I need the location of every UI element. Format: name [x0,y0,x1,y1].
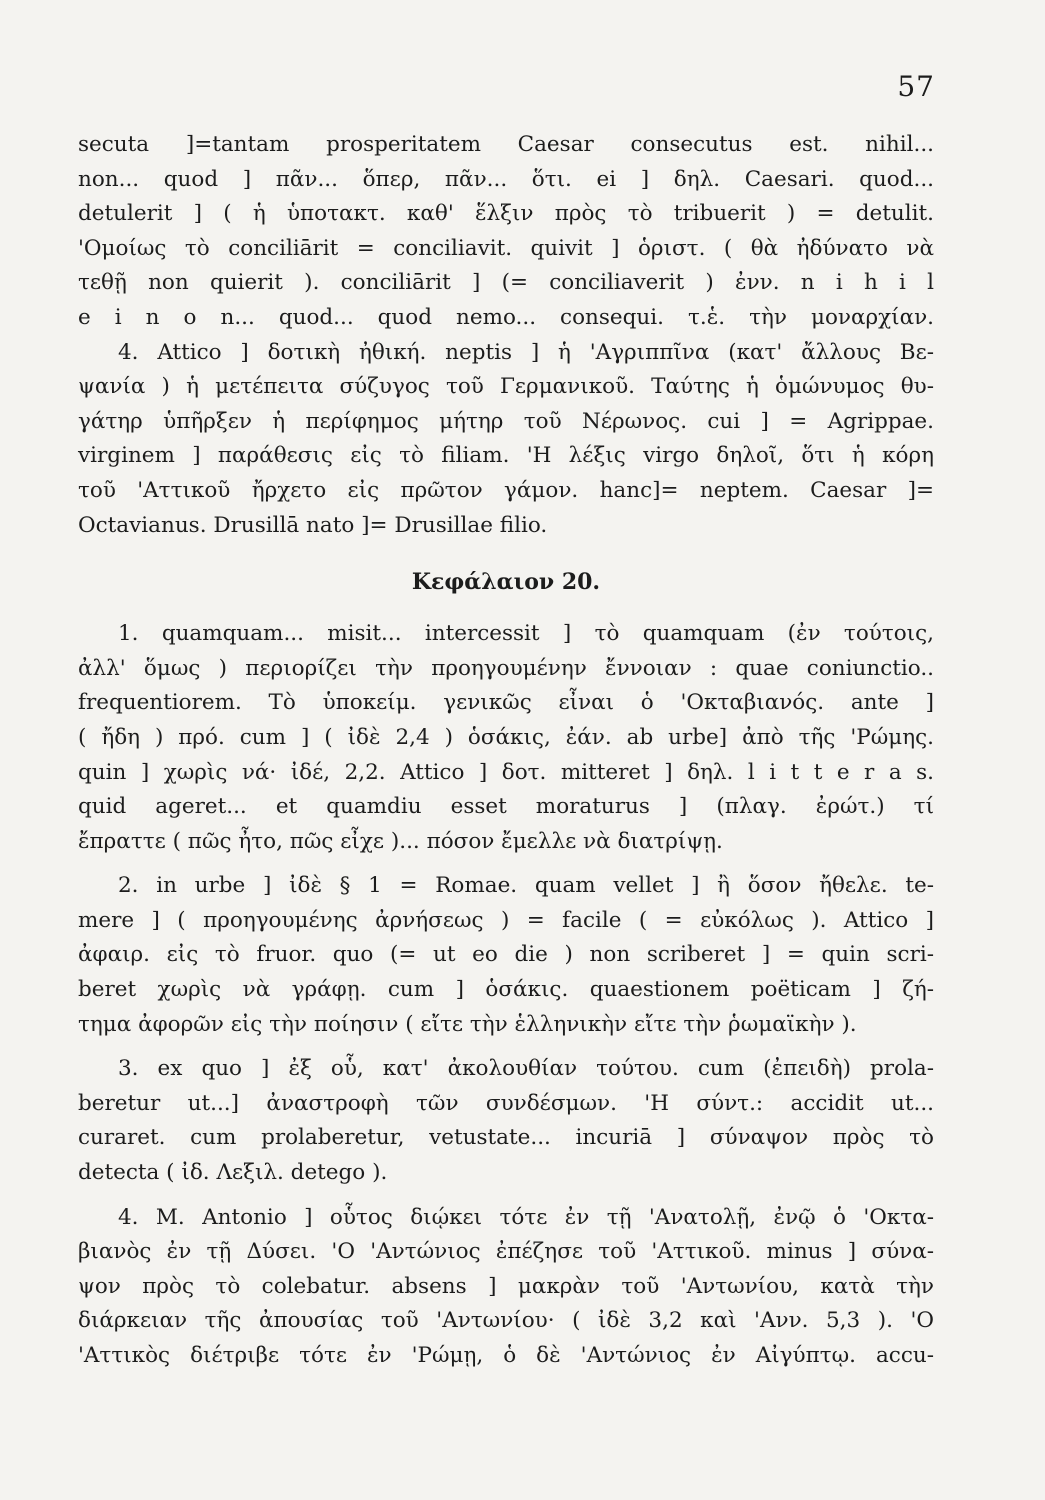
text-line: γάτηρ ὑπῆρξεν ἡ περίφημος μήτηρ τοῦ Νέρωνος. cui ] = Agrippae. [78,408,934,434]
text-line: frequentiorem. Τὸ ὑποκείμ. γενικῶς εἶναι ὁ 'Οκταβιανός. ante ] [78,690,934,716]
text-line: secuta ]=tantam prosperitatem Caesar consecutus est. nihil... [78,132,934,157]
text-line: curaret. cum prolaberetur, vetustate... incuriā ] σύναψον πρὸς τὸ [78,1125,934,1151]
text-line: quid ageret... et quamdiu esset moraturus ] (πλαγ. ἐρώτ.) τί [78,794,934,820]
text-line: e i n o n... quod... quod nemo... consequi. τ.ἑ. τὴν μοναρχίαν. [78,304,934,330]
text-line: detulerit ] ( ἡ ὑποτακτ. καθ' ἕλξιν πρὸς τὸ tribuerit ) = detulit. [78,201,934,227]
text-line: διάρκειαν τῆς ἀπουσίας τοῦ 'Αντωνίου· ( ἰδὲ 3,2 καὶ 'Ανν. 5,3 ). 'Ο [78,1308,934,1334]
text-line: 4. M. Antonio ] οὗτος διῴκει τότε ἐν τῇ 'Ανατολῇ, ἐνῷ ὁ 'Οκτα- [118,1204,934,1230]
text-line: ψανία ) ἡ μετέπειτα σύζυγος τοῦ Γερμανικοῦ. Ταύτης ἡ ὁμώνυμος θυ- [78,374,934,400]
page-number: 57 [897,70,935,103]
text-line: beret χωρὶς νὰ γράφῃ. cum ] ὁσάκις. quaestionem poëticam ] ζή- [78,977,934,1003]
text-line: beretur ut...] ἀναστροφὴ τῶν συνδέσμων. 'Η σύντ.: accidit ut... [78,1090,934,1116]
text-line: 2. in urbe ] ἰδὲ § 1 = Romae. quam vellet ] ἢ ὅσον ἤθελε. te- [118,873,934,899]
text-line: ἔπραττε ( πῶς ἦτο, πῶς εἶχε )... πόσον ἔμελλε νὰ διατρίψῃ. [78,828,723,854]
text-line: Octavianus. Drusillā nato ]= Drusillae filio. [78,512,548,538]
text-line: 'Αττικὸς διέτριβε τότε ἐν 'Ρώμῃ, ὁ δὲ 'Αντώνιος ἐν Αἰγύπτῳ. accu- [78,1343,934,1368]
text-line: 'Ομοίως τὸ conciliārit = conciliavit. quivit ] ὁριστ. ( θὰ ἠδύνατο νὰ [78,235,934,261]
text-line: mere ] ( προηγουμένης ἀρνήσεως ) = facile ( = εὐκόλως ). Attico ] [78,907,934,933]
text-line: τεθῇ non quierit ). conciliārit ] (= conciliaverit ) ἐνν. n i h i l [78,270,934,296]
chapter-heading: Κεφάλαιον 20. [411,569,601,596]
text-line: 3. ex quo ] ἐξ οὗ, κατ' ἀκολουθίαν τούτου. cum (ἐπειδὴ) prola- [118,1056,934,1082]
text-line: τοῦ 'Αττικοῦ ἤρχετο εἰς πρῶτον γάμον. hanc]= neptem. Caesar ]= [78,477,934,503]
text-line: τημα ἀφορῶν εἰς τὴν ποίησιν ( εἴτε τὴν ἑλληνικὴν εἴτε τὴν ῥωμαϊκὴν ). [78,1011,857,1037]
text-line: ἀλλ' ὅμως ) περιορίζει τὴν προηγουμένην ἔννοιαν : quae coniunctio.. [78,655,934,681]
text-line: βιανὸς ἐν τῇ Δύσει. 'Ο 'Αντώνιος ἐπέζησε τοῦ 'Αττικοῦ. minus ] σύνα- [78,1239,934,1265]
text-line: quin ] χωρὶς νά· ἰδέ, 2,2. Attico ] δοτ. mitteret ] δηλ. l i t t e r a s. [78,759,934,785]
text-line: detecta ( ἰδ. Λεξιλ. detego ). [78,1160,388,1186]
text-line: ( ἤδη ) πρό. cum ] ( ἰδὲ 2,4 ) ὁσάκις, ἐάν. ab urbe] ἀπὸ τῆς 'Ρώμης. [78,724,934,750]
commentary-text [78,128,934,1374]
text-line: ψον πρὸς τὸ colebatur. absens ] μακρὰν τοῦ 'Αντωνίου, κατὰ τὴν [78,1273,934,1299]
text-line: non... quod ] πᾶν... ὅπερ, πᾶν... ὅτι. ei ] δηλ. Caesari. quod... [78,166,934,192]
text-line: 1. quamquam... misit... intercessit ] τὸ quamquam (ἐν τούτοις, [118,621,934,647]
text-line: ἀφαιρ. εἰς τὸ fruor. quo (= ut eo die ) non scriberet ] = quin scri- [78,942,934,968]
text-line: 4. Attico ] δοτικὴ ἠθική. neptis ] ἡ 'Αγριππῖνα (κατ' ἄλλους Βε- [118,339,934,365]
text-line: virginem ] παράθεσις εἰς τὸ filiam. 'Η λέξις virgo δηλοῖ, ὅτι ἡ κόρη [78,443,934,469]
